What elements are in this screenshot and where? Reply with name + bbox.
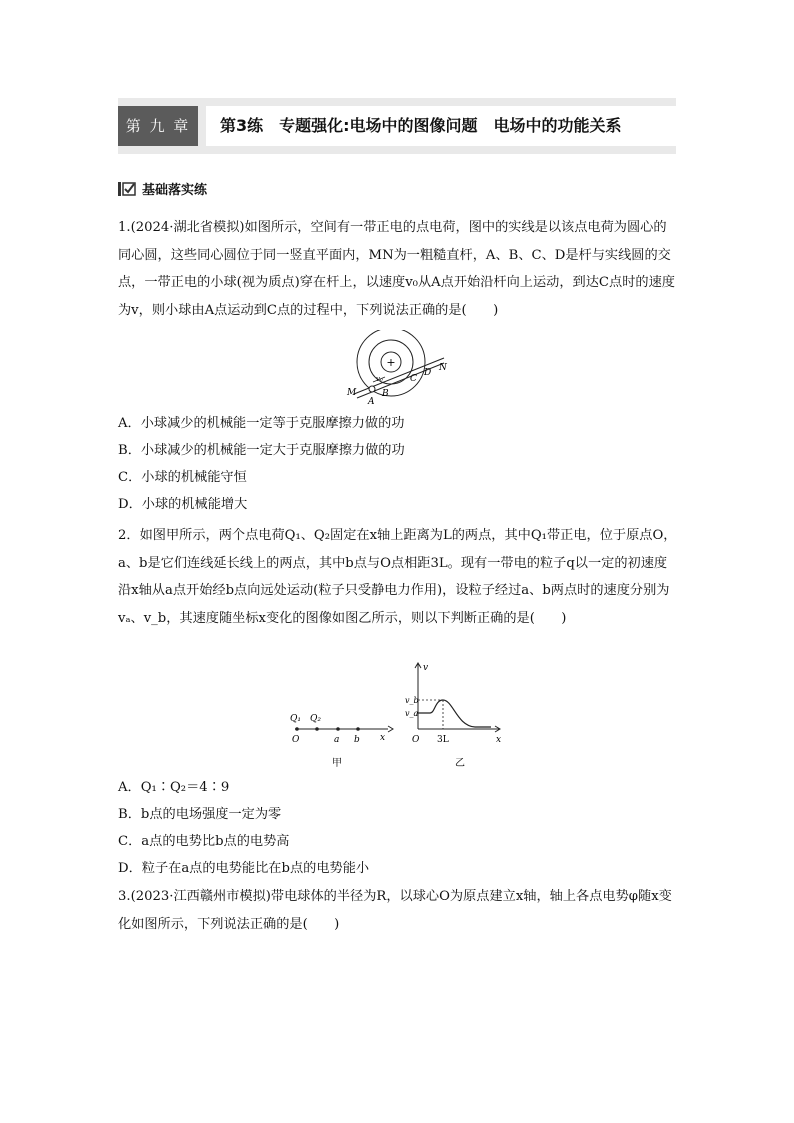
chapter-label: 第 九 章 (118, 106, 198, 146)
q2-option-a[interactable]: A．Q₁∶Q₂＝4∶9 (118, 780, 230, 795)
label-q2: Q₂ (310, 714, 321, 724)
page-title: 第3练 专题强化:电场中的图像问题 电场中的功能关系 (206, 106, 676, 146)
label-x-left: x (380, 733, 386, 743)
question-2-text: 2．如图甲所示，两个点电荷Q₁、Q₂固定在x轴上距离为L的两点，其中Q₁带正电，位于原点O，a、b是它们连线延长线上的两点，其中b点与O点相距3L。现有一带电的粒子q以一定的初速度沿x轴从a点开始经b点向远处运动(粒子只受静电力作用)，设粒子经过a、b两点时的速度分别为vₐ、v_b，其速度随坐标x变化的图像如图乙所示，则以下判断正确的是( ) (118, 528, 677, 626)
label-b: B (382, 389, 389, 399)
question-1-figure (340, 330, 450, 405)
q1-option-a[interactable]: A．小球减少的机械能一定等于克服摩擦力做的功 (118, 416, 405, 431)
q1-option-b[interactable]: B．小球减少的机械能一定大于克服摩擦力做的功 (118, 443, 405, 458)
q1-option-d[interactable]: D．小球的机械能增大 (118, 497, 248, 512)
label-n: N (439, 363, 447, 373)
question-3-text: 3.(2023·江西赣州市模拟)带电球体的半径为R，以球心O为原点建立x轴，轴上各点电势φ随x变化如图所示，下列说法正确的是( ) (118, 889, 672, 932)
label-o-left: O (292, 735, 300, 745)
label-va: v_a (405, 709, 419, 718)
q2-option-d[interactable]: D．粒子在a点的电势能比在b点的电势能小 (118, 861, 370, 876)
figure-yi (405, 663, 501, 769)
section-heading (118, 181, 207, 201)
caption-yi: 乙 (455, 758, 465, 769)
q2-option-b[interactable]: B．b点的电场强度一定为零 (118, 807, 282, 822)
question-2-figure (285, 660, 515, 772)
checkbox-icon (118, 182, 136, 196)
label-x-right: x (496, 735, 502, 745)
section-title: 基础落实练 (142, 183, 208, 198)
caption-jia: 甲 (332, 758, 342, 769)
label-m: M (347, 388, 357, 398)
label-b-point: b (354, 735, 360, 745)
q1-option-c[interactable]: C．小球的机械能守恒 (118, 470, 247, 485)
label-a: A (368, 397, 375, 405)
label-d: D (424, 368, 432, 378)
label-q1: Q₁ (290, 714, 301, 724)
label-c: C (410, 374, 417, 384)
plus-charge-label: + (386, 356, 396, 369)
q2-option-c[interactable]: C．a点的电势比b点的电势高 (118, 834, 290, 849)
label-vb: v_b (405, 696, 419, 705)
figure-jia (290, 714, 393, 769)
label-3l: 3L (437, 735, 449, 745)
label-o-right: O (412, 735, 420, 745)
question-1-text: 1.(2024·湖北省模拟)如图所示，空间有一带正电的点电荷，图中的实线是以该点电荷为圆心的同心圆，这些同心圆位于同一竖直平面内，MN为一粗糙直杆，A、B、C、D是杆与实线圆的交点，一带正电的小球(视为质点)穿在杆上，以速度v₀从A点开始沿杆向上运动，到达C点时的速度为v，则小球由A点运动到C点的过程中，下列说法正确的是( ) (118, 220, 675, 318)
label-v0: v₀ (376, 375, 383, 383)
label-v-axis: v (423, 663, 429, 673)
label-a-point: a (334, 735, 340, 745)
